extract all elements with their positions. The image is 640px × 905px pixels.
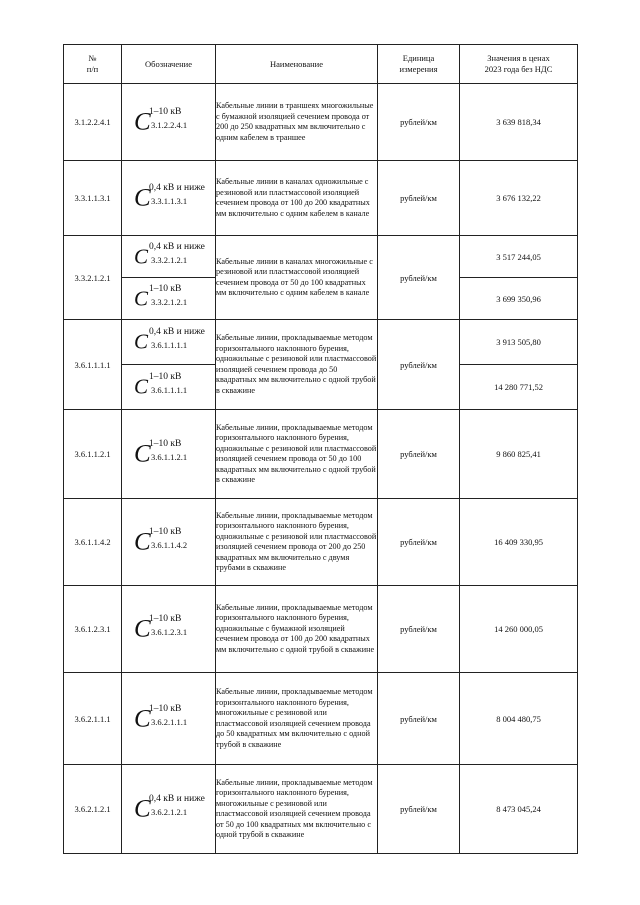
row-unit: рублей/км (378, 320, 460, 410)
row-number: 3.3.2.1.2.1 (64, 236, 122, 320)
designation-index: 3.6.1.1.2.1 (151, 452, 188, 462)
row-price: 8 004 480,75 (460, 673, 578, 765)
row-number: 3.6.1.2.3.1 (64, 586, 122, 673)
designation-voltage: 0,4 кВ и ниже (149, 241, 205, 252)
table-row (64, 84, 578, 161)
row-name-text: Кабельные линии, прокладываемые методом горизонтального наклонного бурения, одножильные с бумажной изоляцией сечением провода от 100 до 200 квадратных мм включительно с одной трубой в скважине (216, 602, 375, 654)
row-unit: рублей/км (378, 586, 460, 673)
row-name (216, 320, 378, 410)
row-name-text: Кабельные линии в каналах многожильные с резиновой или пластмассовой изоляцией сечением провода от 50 до 100 квадратных мм включительно с одним кабелем в канале (216, 256, 373, 297)
row-name (216, 410, 378, 499)
row-designation (122, 84, 216, 161)
row-price: 3 913 505,80 (460, 320, 578, 365)
designation-index: 3.3.2.1.2.1 (151, 296, 188, 307)
header-row (64, 45, 578, 84)
row-price: 3 639 818,34 (460, 84, 578, 161)
designation-voltage: 0,4 кВ и ниже (149, 794, 205, 804)
row-unit: рублей/км (378, 499, 460, 586)
row-price: 3 699 350,96 (460, 278, 578, 320)
row-name-text: Кабельные линии в каналах одножильные с резиновой или пластмассовой изоляцией сечением провода от 100 до 200 квадратных мм включительно с одним кабелем в канале (216, 177, 370, 218)
designation-symbol (134, 765, 215, 853)
designation-voltage: 1–10 кВ (149, 107, 182, 117)
designation-symbol (134, 365, 215, 409)
row-number: 3.6.2.1.1.1 (64, 673, 122, 765)
row-number: 3.6.1.1.4.2 (64, 499, 122, 586)
row-designation (122, 320, 216, 365)
designation-index: 3.1.2.2.4.1 (151, 120, 188, 130)
designation-symbol (134, 84, 215, 160)
designation-letter: C (134, 286, 149, 310)
header-name: Наименование (216, 45, 378, 84)
designation-voltage: 1–10 кВ (149, 439, 182, 449)
designation-symbol (134, 320, 215, 364)
row-designation (122, 586, 216, 673)
row-designation (122, 673, 216, 765)
row-price: 3 676 132,22 (460, 161, 578, 236)
designation-voltage: 1–10 кВ (149, 614, 182, 624)
row-number: 3.3.1.1.3.1 (64, 161, 122, 236)
designation-letter: C (134, 184, 151, 212)
row-designation (122, 161, 216, 236)
table-row (64, 410, 578, 499)
designation-symbol (134, 673, 215, 764)
row-name (216, 586, 378, 673)
designation-index: 3.3.1.1.3.1 (151, 196, 188, 206)
row-name (216, 673, 378, 765)
designation-letter: C (134, 795, 151, 823)
designation-voltage: 1–10 кВ (149, 527, 182, 537)
row-number: 3.6.1.1.1.1 (64, 320, 122, 410)
row-name-text: Кабельные линии, прокладываемые методом горизонтального наклонного бурения, одножильные с резиновой или пластмассовой изоляцией сечением провода от 50 до 100 квадратных мм включительно с одной трубой в скважине (216, 422, 377, 484)
row-price: 9 860 825,41 (460, 410, 578, 499)
designation-symbol (134, 236, 215, 277)
designation-letter: C (134, 440, 151, 468)
row-price: 14 280 771,52 (460, 365, 578, 410)
table-row (64, 586, 578, 673)
table-row (64, 236, 578, 278)
row-unit: рублей/км (378, 84, 460, 161)
row-number: 3.1.2.2.4.1 (64, 84, 122, 161)
designation-index: 3.6.1.1.1.1 (151, 385, 188, 395)
designation-symbol (134, 161, 215, 235)
header-price: Значения в ценах 2023 года без НДС (460, 45, 578, 84)
designation-symbol (134, 499, 215, 585)
row-number: 3.6.1.1.2.1 (64, 410, 122, 499)
designation-index: 3.6.1.2.3.1 (151, 627, 188, 637)
row-designation (122, 410, 216, 499)
designation-voltage: 0,4 кВ и ниже (149, 183, 205, 193)
row-name-text: Кабельные линии в траншеях многожильные с бумажной изоляцией сечением провода от 200 до 250 квадратных мм включительно с одним кабелем в траншее (216, 101, 374, 142)
designation-letter: C (134, 705, 151, 732)
designation-index: 3.6.2.1.2.1 (151, 807, 188, 817)
row-designation (122, 278, 216, 320)
designation-voltage: 1–10 кВ (149, 703, 182, 714)
row-name (216, 765, 378, 854)
designation-voltage: 1–10 кВ (149, 283, 182, 294)
row-designation (122, 236, 216, 278)
row-designation (122, 499, 216, 586)
table-row (64, 499, 578, 586)
row-designation (122, 365, 216, 410)
designation-letter: C (134, 374, 149, 399)
row-name (216, 236, 378, 320)
designation-voltage: 1–10 кВ (149, 372, 182, 382)
row-name-text: Кабельные линии, прокладываемые методом горизонтального наклонного бурения, многожильные с резиновой или пластмассовой изоляцией сечением провода от 50 до 100 квадратных мм включительно с одной трубой в скважине (216, 777, 373, 839)
header-num: № п/п (64, 45, 122, 84)
designation-symbol (134, 586, 215, 672)
row-name-text: Кабельные линии, прокладываемые методом горизонтального наклонного бурения, одножильные с резиновой или пластмассовой изоляцией сечением провода до 50 квадратных мм включительно с одной трубой в скважине (216, 333, 377, 395)
designation-letter: C (134, 329, 149, 354)
row-name (216, 84, 378, 161)
row-name (216, 499, 378, 586)
row-name (216, 161, 378, 236)
designation-letter: C (134, 615, 151, 643)
designation-letter: C (134, 528, 151, 556)
table-row (64, 320, 578, 365)
row-unit: рублей/км (378, 673, 460, 765)
designation-symbol (134, 278, 215, 319)
table-row (64, 673, 578, 765)
table-row (64, 765, 578, 854)
designation-index: 3.6.1.1.4.2 (151, 540, 188, 550)
row-unit: рублей/км (378, 410, 460, 499)
designation-index: 3.6.1.1.1.1 (151, 340, 188, 350)
row-unit: рублей/км (378, 236, 460, 320)
row-price: 14 260 000,05 (460, 586, 578, 673)
price-table (63, 44, 578, 854)
designation-symbol (134, 410, 215, 498)
table-row (64, 161, 578, 236)
designation-voltage: 0,4 кВ и ниже (149, 327, 205, 337)
designation-index: 3.6.2.1.1.1 (151, 716, 188, 727)
row-price: 8 473 045,24 (460, 765, 578, 854)
header-unit: Единица измерения (378, 45, 460, 84)
row-name-text: Кабельные линии, прокладываемые методом горизонтального наклонного бурения, многожильные с резиновой или пластмассовой изоляцией сечением провода до 50 квадратных мм включительно с одной трубой в скважине (216, 687, 373, 749)
row-price: 16 409 330,95 (460, 499, 578, 586)
row-unit: рублей/км (378, 161, 460, 236)
designation-letter: C (134, 108, 151, 136)
designation-index: 3.3.2.1.2.1 (151, 254, 188, 265)
row-number: 3.6.2.1.2.1 (64, 765, 122, 854)
row-unit: рублей/км (378, 765, 460, 854)
row-price: 3 517 244,05 (460, 236, 578, 278)
designation-letter: C (134, 244, 149, 268)
header-code: Обозначение (122, 45, 216, 84)
row-designation (122, 765, 216, 854)
row-name-text: Кабельные линии, прокладываемые методом горизонтального наклонного бурения, одножильные с резиновой или пластмассовой изоляцией сечением провода от 200 до 250 квадратных мм включительно с двумя трубами в скважине (216, 510, 377, 572)
